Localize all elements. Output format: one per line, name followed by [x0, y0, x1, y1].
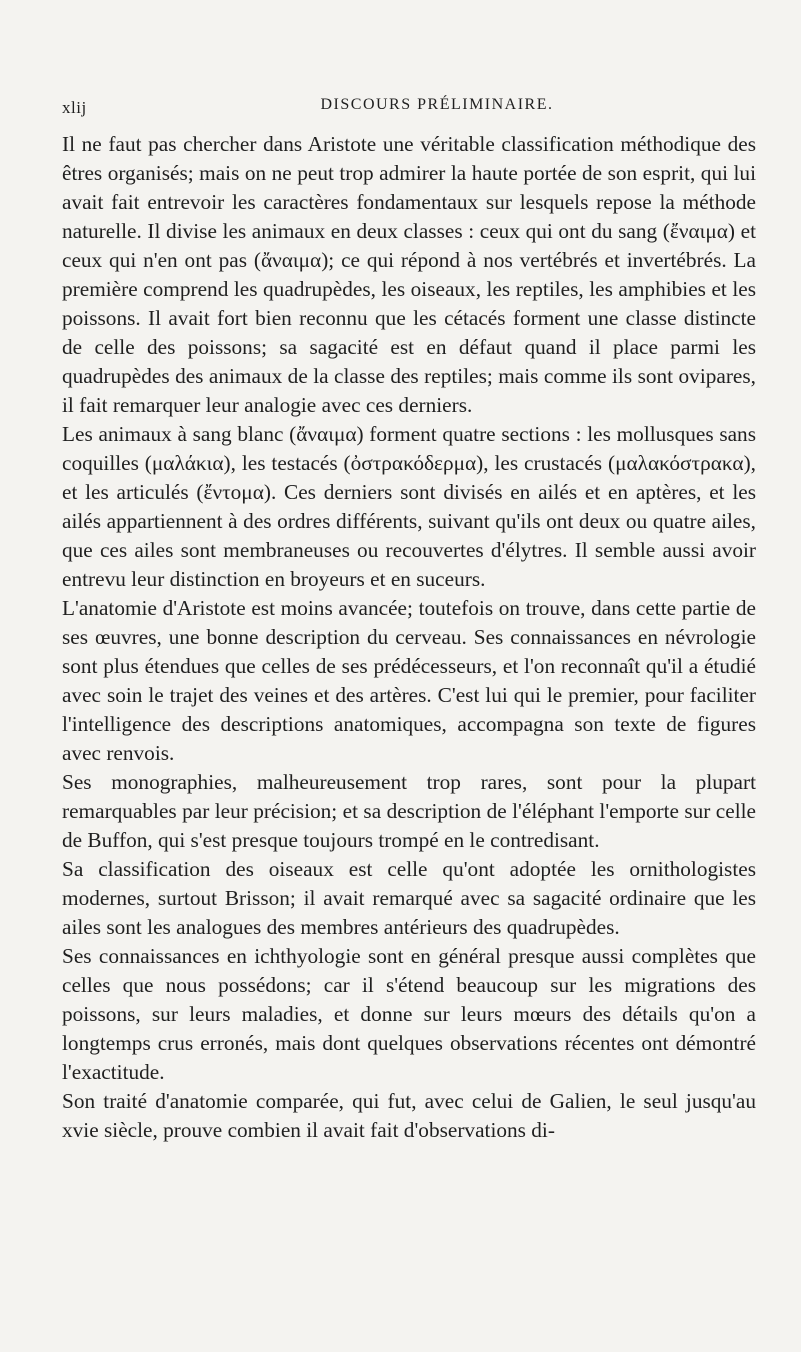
- running-head: DISCOURS PRÉLIMINAIRE.: [320, 96, 554, 113]
- paragraph-anatomie-comparee: Son traité d'anatomie comparée, qui fut, avec celui de Galien, le seul jusqu'au xvie siècle, prouve combien il avait fait d'observations di-: [62, 1089, 756, 1142]
- paragraph-anatomie: L'anatomie d'Aristote est moins avancée; toutefois on trouve, dans cette partie de ses œuvres, une bonne description du cerveau. Ses connaissances en névrologie sont plus étendues que celles de ses prédécesseurs, et l'on reconnaît qu'il a étudié avec soin le trajet des veines et des artères. C'est lui qui le premier, pour faciliter l'intelligence des descriptions anatomiques, accompagna son texte de figures avec renvois.: [62, 596, 756, 765]
- paragraph-ichthyologie: Ses connaissances en ichthyologie sont en général presque aussi complètes que celles que nous possédons; car il s'étend beaucoup sur les migrations des poissons, sur leurs maladies, et donne sur leurs mœurs des détails qu'on a longtemps crus erronés, mais dont quelques observations récentes ont démontré l'exactitude.: [62, 944, 756, 1084]
- paragraph-aristote-classification: Il ne faut pas chercher dans Aristote une véritable classification méthodique des êtres organisés; mais on ne peut trop admirer la haute portée de son esprit, qui lui avait fait entrevoir les caractères fondamentaux sur lesquels repose la méthode naturelle. Il divise les animaux en deux classes : ceux qui ont du sang (ἔναιμα) et ceux qui n'en ont pas (ἄναιμα); ce qui répond à nos vertébrés et invertébrés. La première comprend les quadrupèdes, les oiseaux, les reptiles, les amphibies et les poissons. Il avait fort bien reconnu que les cétacés forment une classe distincte de celle des poissons; sa sagacité est en défaut quand il place parmi les quadrupèdes des animaux de la classe des reptiles; mais comme ils sont ovipares, il fait remarquer leur analogie avec ces derniers.: [62, 132, 756, 417]
- page-number: xlij: [62, 98, 87, 117]
- page-header: [62, 92, 752, 122]
- body-text: [62, 130, 756, 1145]
- paragraph-oiseaux: Sa classification des oiseaux est celle qu'ont adoptée les ornithologistes modernes, surtout Brisson; il avait remarqué avec sa sagacité ordinaire que les ailes sont les analogues des membres antérieurs des quadrupèdes.: [62, 857, 756, 939]
- paragraph-monographies: Ses monographies, malheureusement trop rares, sont pour la plupart remarquables par leur précision; et sa description de l'éléphant l'emporte sur celle de Buffon, qui s'est presque toujours trompé en le contredisant.: [62, 770, 756, 852]
- paragraph-sang-blanc: Les animaux à sang blanc (ἄναιμα) forment quatre sections : les mollusques sans coquilles (μαλάκια), les testacés (ὀστρακόδερμα), les crustacés (μαλακόστρακα), et les articulés (ἔντομα). Ces derniers sont divisés en ailés et en aptères, et les ailés appartiennent à des ordres différents, suivant qu'ils ont deux ou quatre ailes, que ces ailes sont membraneuses ou recouvertes d'élytres. Il semble aussi avoir entrevu leur distinction en broyeurs et en suceurs.: [62, 422, 756, 591]
